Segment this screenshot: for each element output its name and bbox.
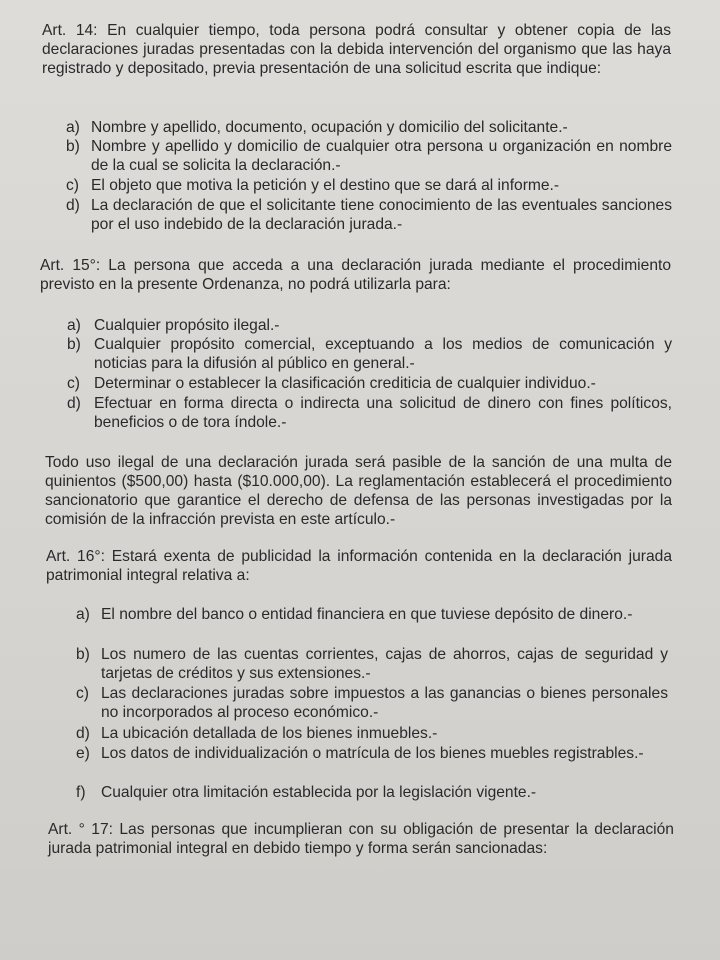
list-marker: d) bbox=[66, 197, 80, 214]
art15-item-d bbox=[67, 394, 672, 432]
art14-item-d bbox=[66, 196, 672, 234]
art15-item-b bbox=[67, 335, 672, 373]
art15-intro: Art. 15°: La persona que acceda a una declaración jurada mediante el procedimiento previsto en la presente Ordenanza, no podrá utilizarla para: bbox=[40, 257, 671, 293]
art16-item-f bbox=[76, 783, 668, 802]
list-marker: a) bbox=[66, 119, 80, 136]
art17-intro: Art. ° 17: Las personas que incumplieran con su obligación de presentar la declaración jurada patrimonial integral en debido tiempo y forma serán sancionadas: bbox=[48, 821, 674, 857]
list-item-text: El nombre del banco o entidad financiera en que tuviese depósito de dinero.- bbox=[101, 606, 633, 623]
list-item-text: Nombre y apellido, documento, ocupación y domicilio del solicitante.- bbox=[91, 119, 568, 136]
art16-intro: Art. 16°: Estará exenta de publicidad la información contenida en la declaración jurada patrimonial integral relativa a: bbox=[46, 548, 672, 584]
list-item-text: Cualquier propósito ilegal.- bbox=[94, 317, 280, 334]
art16-item-c bbox=[76, 684, 668, 722]
art14-item-c bbox=[66, 176, 672, 195]
list-item-text: Cualquier propósito comercial, exceptuando a los medios de comunicación y noticias para la difusión al público en general.- bbox=[94, 336, 672, 372]
art16-item-e bbox=[76, 744, 668, 782]
list-marker: b) bbox=[66, 138, 80, 155]
list-marker: a) bbox=[76, 606, 90, 623]
art16-item-a bbox=[76, 605, 668, 643]
list-item-text: Nombre y apellido y domicilio de cualquier otra persona u organización en nombre de la cual se solicita la declaración.- bbox=[91, 138, 672, 174]
art14-item-b bbox=[66, 137, 672, 175]
art15-closing: Todo uso ilegal de una declaración jurada será pasible de la sanción de una multa de quinientos ($500,00) hasta ($10.000,00). La reglamentación establecerá el procedimiento sancionatorio que garantice el derecho de defensa de las personas investigadas por la comisión de la infracción prevista en este artículo.- bbox=[45, 454, 672, 528]
list-marker: a) bbox=[67, 317, 81, 334]
art16-item-d bbox=[76, 724, 668, 743]
list-item-text: Los numero de las cuentas corrientes, cajas de ahorros, cajas de seguridad y tarjetas de créditos y sus extensiones.- bbox=[101, 646, 668, 682]
art14-intro: Art. 14: En cualquier tiempo, toda persona podrá consultar y obtener copia de las declaraciones juradas presentadas con la debida intervención del organismo que las haya registrado y depositado, previa presentación de una solicitud escrita que indique: bbox=[42, 22, 671, 77]
list-marker: d) bbox=[76, 725, 90, 742]
list-marker: c) bbox=[66, 177, 79, 194]
list-marker: c) bbox=[76, 685, 89, 702]
list-marker: e) bbox=[76, 745, 90, 762]
list-item-text: Cualquier otra limitación establecida por la legislación vigente.- bbox=[101, 784, 537, 801]
list-marker: f) bbox=[76, 784, 86, 801]
list-marker: b) bbox=[67, 336, 81, 353]
list-item-text: La declaración de que el solicitante tiene conocimiento de las eventuales sanciones por el uso indebido de la declaración jurada.- bbox=[91, 197, 672, 233]
art16-item-b bbox=[76, 645, 668, 683]
art14-item-a bbox=[66, 118, 672, 137]
list-item-text: La ubicación detallada de los bienes inmuebles.- bbox=[101, 725, 438, 742]
list-item-text: Determinar o establecer la clasificación crediticia de cualquier individuo.- bbox=[94, 375, 596, 392]
list-item-text: Efectuar en forma directa o indirecta una solicitud de dinero con fines políticos, beneficios o de tora índole.- bbox=[94, 395, 672, 431]
list-item-text: El objeto que motiva la petición y el destino que se dará al informe.- bbox=[91, 177, 560, 194]
art15-item-a bbox=[67, 316, 672, 335]
list-marker: b) bbox=[76, 646, 90, 663]
list-item-text: Los datos de individualización o matrícula de los bienes muebles registrables.- bbox=[101, 745, 644, 762]
art15-item-c bbox=[67, 374, 672, 393]
list-marker: d) bbox=[67, 395, 81, 412]
list-item-text: Las declaraciones juradas sobre impuestos a las ganancias o bienes personales no incorporados al proceso económico.- bbox=[101, 685, 668, 721]
list-marker: c) bbox=[67, 375, 80, 392]
